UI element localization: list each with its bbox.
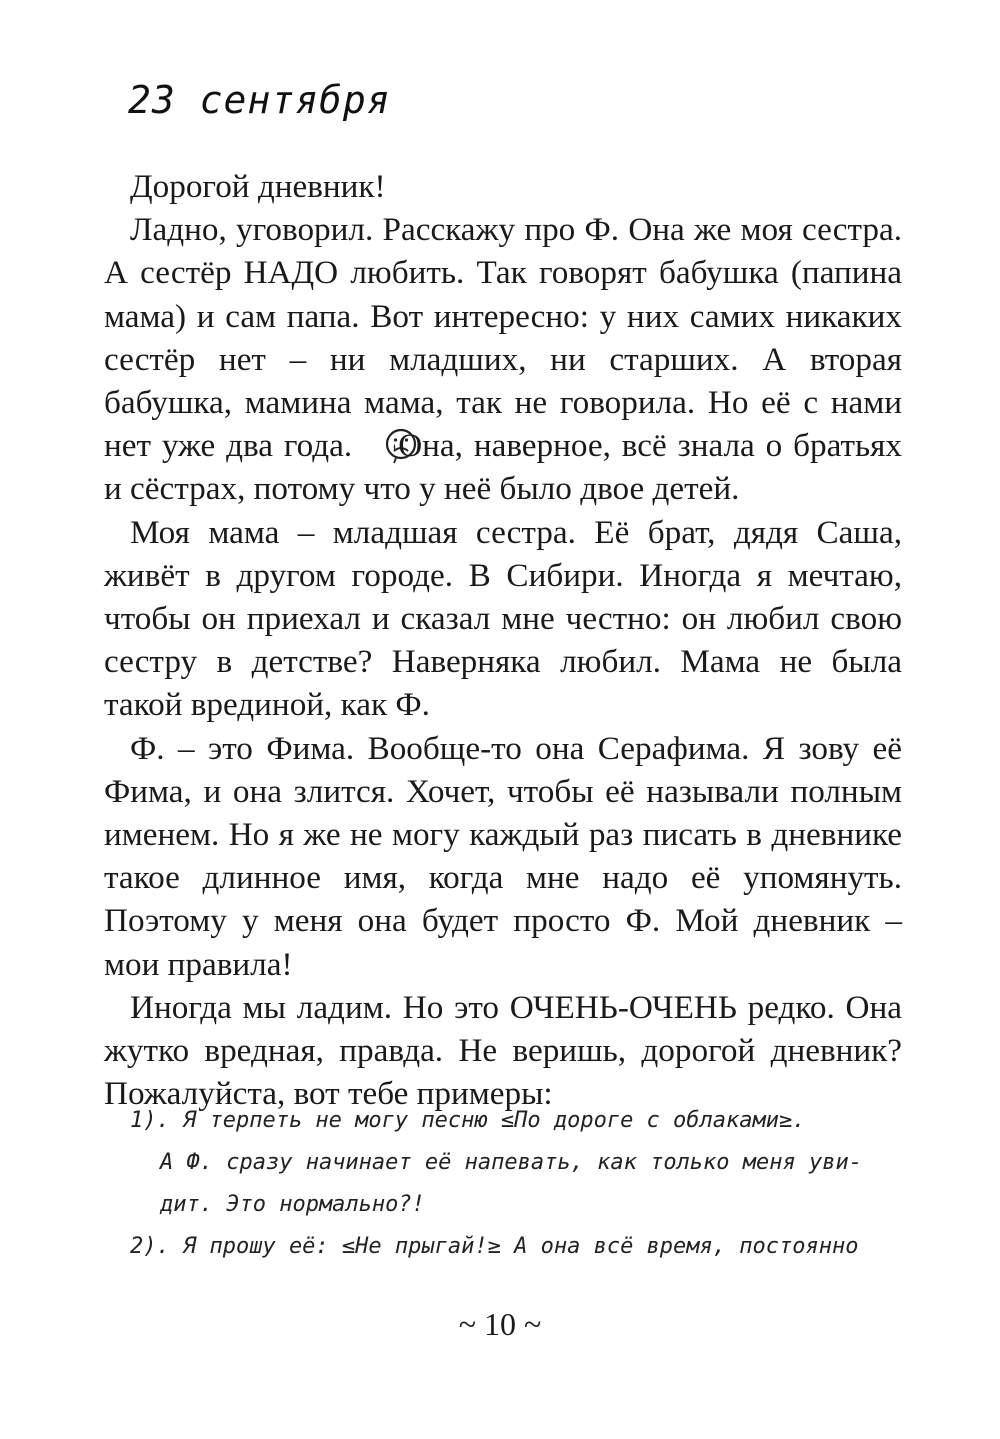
paragraph-sister [104, 208, 902, 510]
page-number: ~ 10 ~ [458, 1306, 542, 1342]
handwritten-line: А Ф. сразу начинает её напевать, как только меня уви- [160, 1150, 862, 1175]
diary-date-heading: 23 сентября [128, 78, 391, 122]
handwritten-line: дит. Это нормально?! [160, 1192, 425, 1217]
paragraph-sister-part2: Она, наверное, всё знала о братьях и сёстрах, потому что у неё было двое детей. [104, 427, 902, 508]
paragraph-examples: Иногда мы ладим. Но это ОЧЕНЬ-ОЧЕНЬ редко. Она жутко вредная, правда. Не веришь, дорогой дневник? Пожалуйста, вот тебе примеры: [104, 988, 902, 1113]
handwritten-line: 2). Я прошу её: ≤Не прыгай!≥ А она всё время, постоянно [130, 1234, 859, 1259]
paragraph-sister-part1: Ладно, уговорил. Расскажу про Ф. Она же моя сестра. А сестёр НАДО любить. Так говорят бабушка (папина мама) и сам папа. Вот интересно: у них самих никаких сестёр нет – ни младших, ни старших. А вторая бабушка, мамина мама, так не говорила. Но её с нами нет уже два года. [104, 211, 902, 465]
handwritten-line: 1). Я терпеть не могу песню ≤По дороге с облаками≥. [130, 1108, 806, 1133]
handwritten-examples [130, 1100, 862, 1268]
paragraph-fima: Ф. – это Фима. Вообще-то она Серафима. Я зову её Фима, и она злится. Хочет, чтобы её называли полным именем. Но я же не могу каждый раз писать в дневнике такое длинное имя, когда мне надо её упомянуть. Поэтому у меня она будет просто Ф. Мой дневник – мои правила! [104, 729, 902, 983]
paragraph-greeting: Дорогой дневник! [130, 168, 386, 205]
paragraph-mother: Моя мама – младшая сестра. Её брат, дядя Саша, живёт в другом городе. В Сибири. Иногда я мечтаю, чтобы он приехал и сказал мне честно: он любил свою сестру в детстве? Наверняка любил. Мама не была такой врединой, как Ф. [104, 513, 902, 724]
sad-face-icon [358, 428, 392, 464]
diary-body-text [104, 165, 902, 1115]
